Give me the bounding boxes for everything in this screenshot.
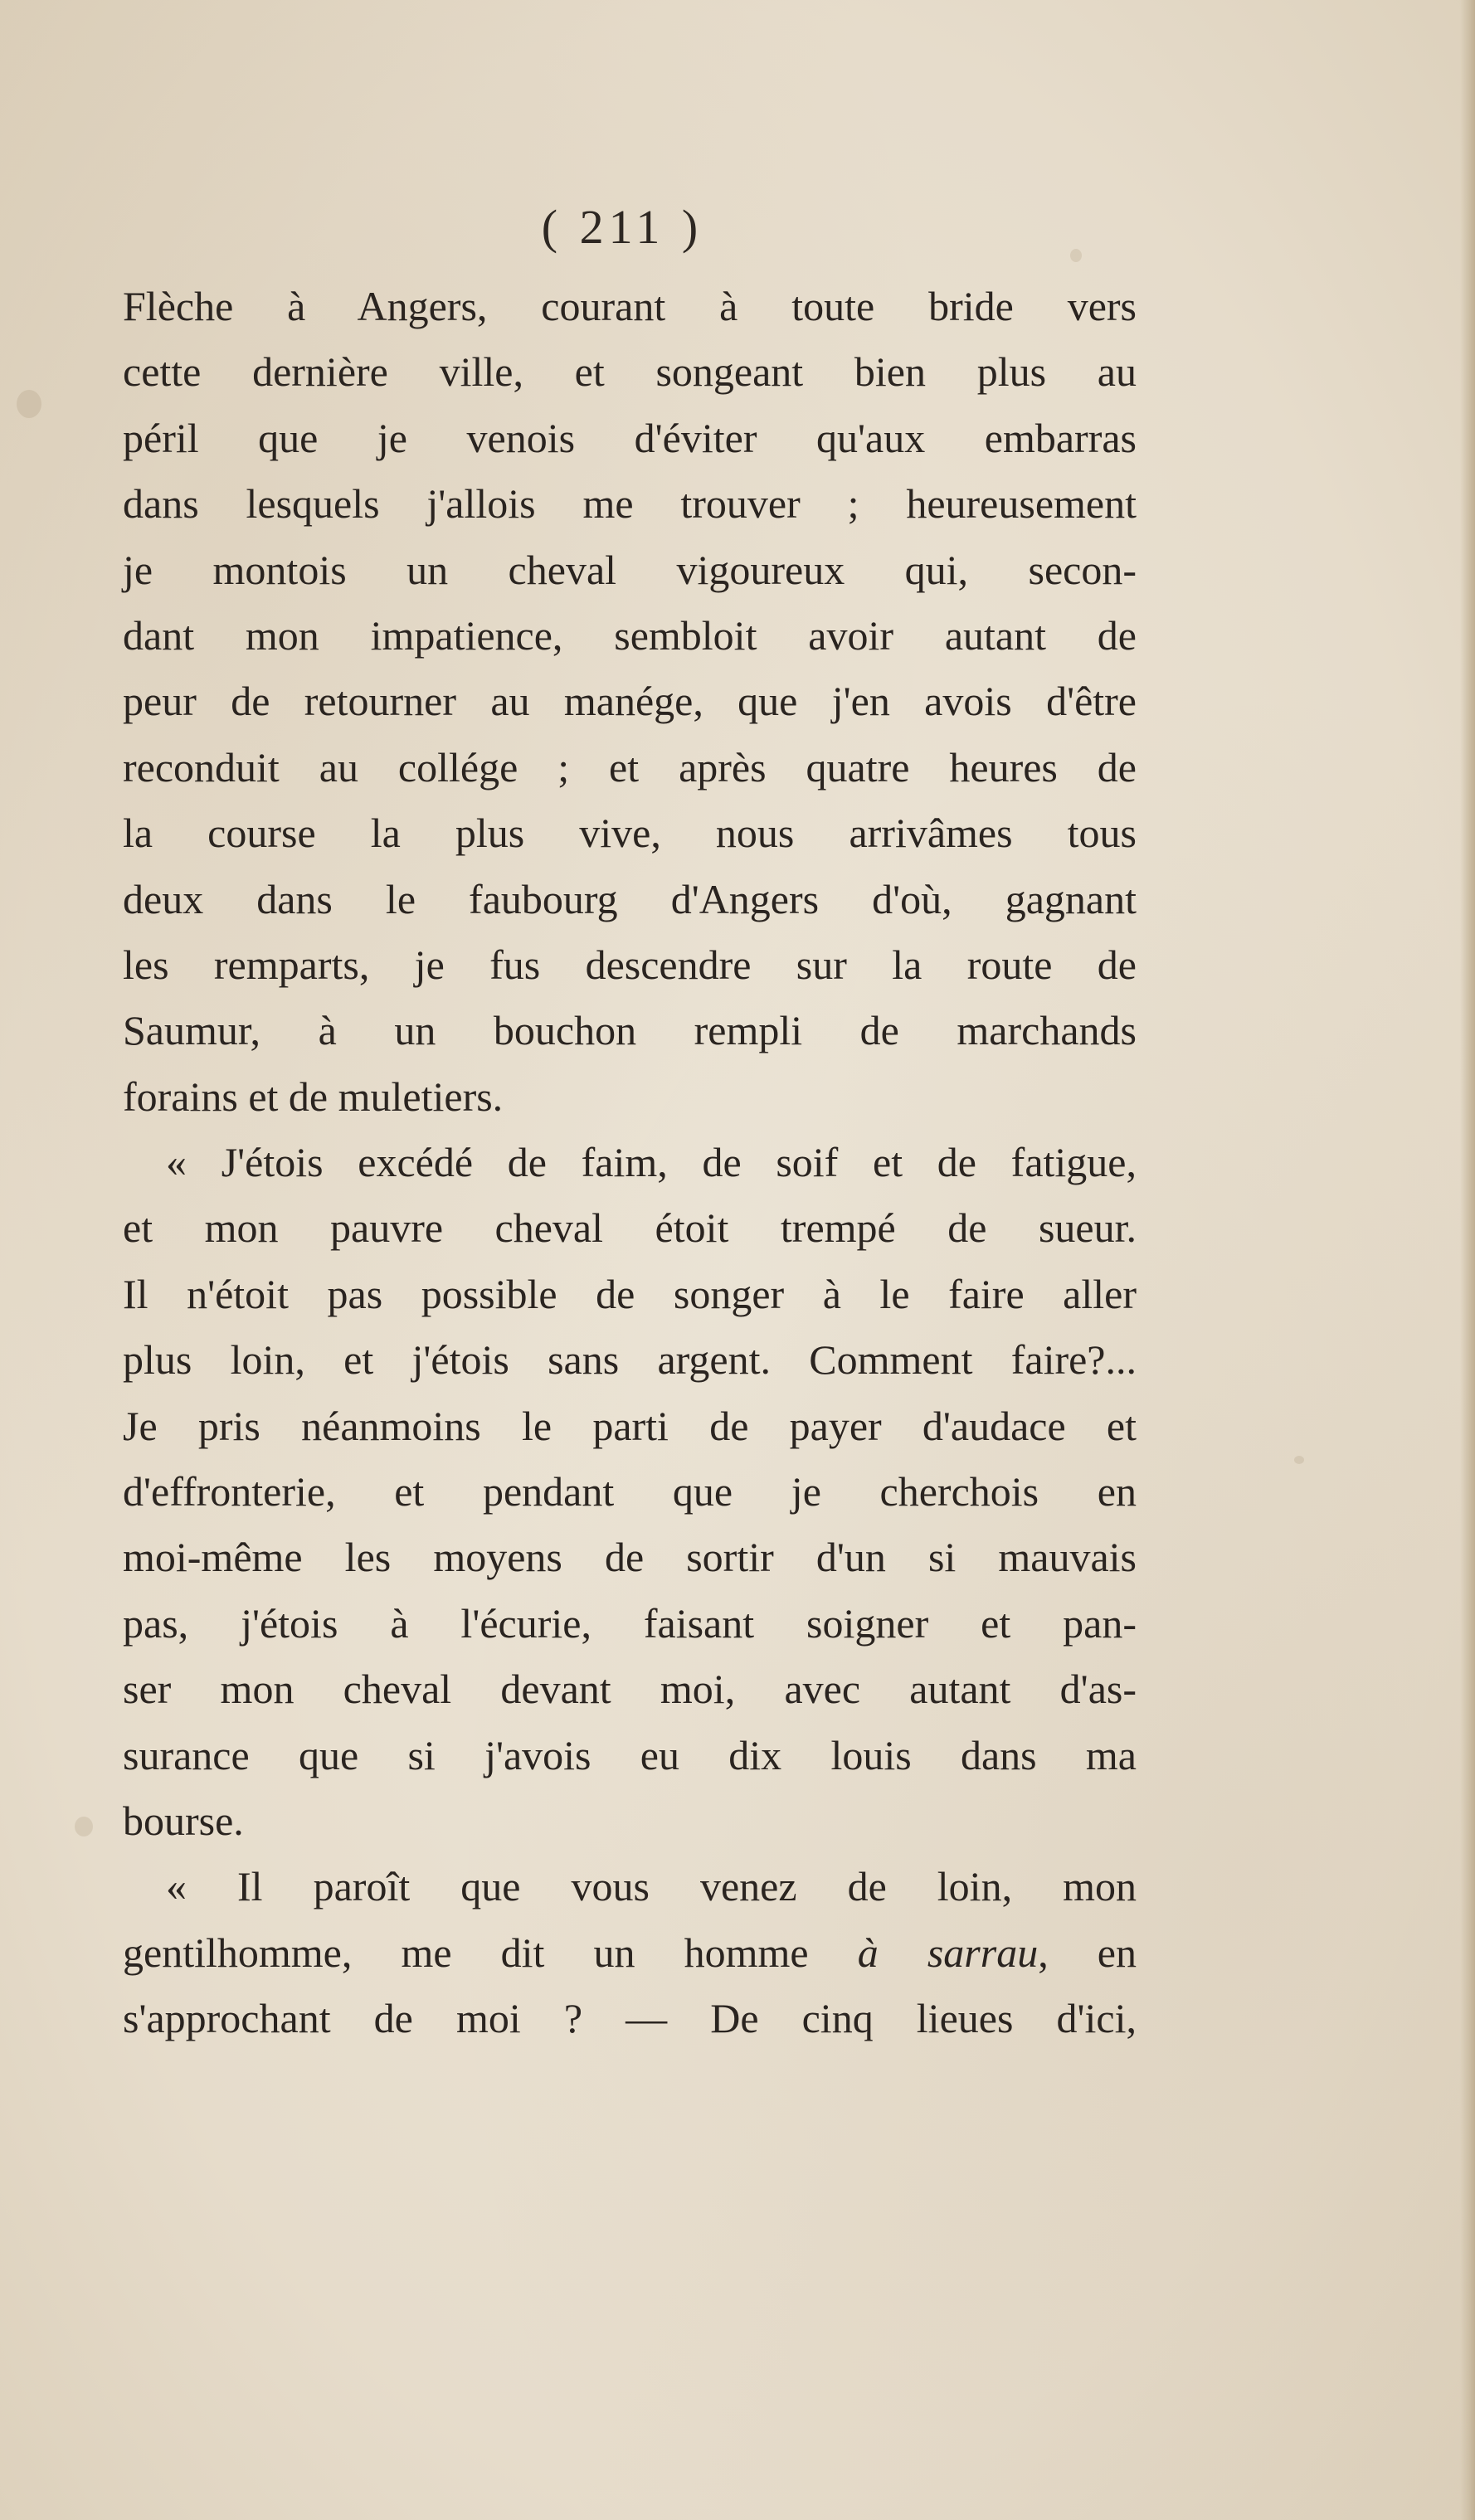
text-fragment: gentilhomme, me dit un homme: [123, 1929, 858, 1976]
foxing-spot: [75, 1817, 93, 1836]
text-line: bourse.: [123, 1797, 244, 1844]
body-text: [123, 274, 1137, 2052]
text-line: peur de retourner au manége, que j'en avois d'être: [123, 678, 1137, 725]
text-line: reconduit au collége ; et après quatre heures de: [123, 743, 1137, 791]
text-line: la course la plus vive, nous arrivâmes tous: [123, 810, 1137, 857]
foxing-spot: [17, 390, 41, 418]
text-line: je montois un cheval vigoureux qui, secon-: [123, 546, 1137, 593]
text-line: cette dernière ville, et songeant bien plus au: [123, 348, 1137, 396]
page-number: ( 211 ): [541, 200, 703, 254]
text-line: pas, j'étois à l'écurie, faisant soigner et pan-: [123, 1599, 1137, 1647]
text-line: Flèche à Angers, courant à toute bride vers: [123, 283, 1137, 329]
text-line: Il n'étoit pas possible de songer à le faire aller: [123, 1270, 1137, 1317]
text-line: dant mon impatience, sembloit avoir autant de: [123, 611, 1137, 659]
page-edge: [1460, 0, 1475, 2520]
text-line: moi-même les moyens de sortir d'un si mauvais: [123, 1534, 1137, 1581]
text-line: les remparts, je fus descendre sur la route de: [123, 941, 1137, 988]
foxing-spot: [1294, 1456, 1304, 1464]
text-line: d'effronterie, et pendant que je cherchois en: [123, 1468, 1137, 1515]
text-line: Saumur, à un bouchon rempli de marchands: [123, 1007, 1137, 1054]
text-line: ser mon cheval devant moi, avec autant d'as-: [123, 1666, 1137, 1713]
text-line: Je pris néanmoins le parti de payer d'audace et: [123, 1402, 1137, 1449]
text-line: dans lesquels j'allois me trouver ; heureusement: [123, 480, 1137, 528]
text-line: et mon pauvre cheval étoit trempé de sueur.: [123, 1204, 1137, 1252]
text-line: forains et de muletiers.: [123, 1073, 504, 1120]
text-line: deux dans le faubourg d'Angers d'où, gagnant: [123, 875, 1137, 922]
text-line: péril que je venois d'éviter qu'aux embarras: [123, 414, 1137, 461]
text-line: « Il paroît que vous venez de loin, mon: [166, 1863, 1137, 1910]
text-line: s'approchant de moi ? — De cinq lieues d'ici,: [123, 1995, 1137, 2042]
italic-phrase: à sarrau: [857, 1929, 1039, 1976]
text-line: « J'étois excédé de faim, de soif et de fatigue,: [166, 1139, 1137, 1186]
text-line: surance que si j'avois eu dix louis dans ma: [123, 1731, 1137, 1778]
text-line: [123, 1920, 1137, 1986]
text-fragment: , en: [1038, 1929, 1137, 1976]
text-line: plus loin, et j'étois sans argent. Comment faire?...: [123, 1336, 1137, 1384]
